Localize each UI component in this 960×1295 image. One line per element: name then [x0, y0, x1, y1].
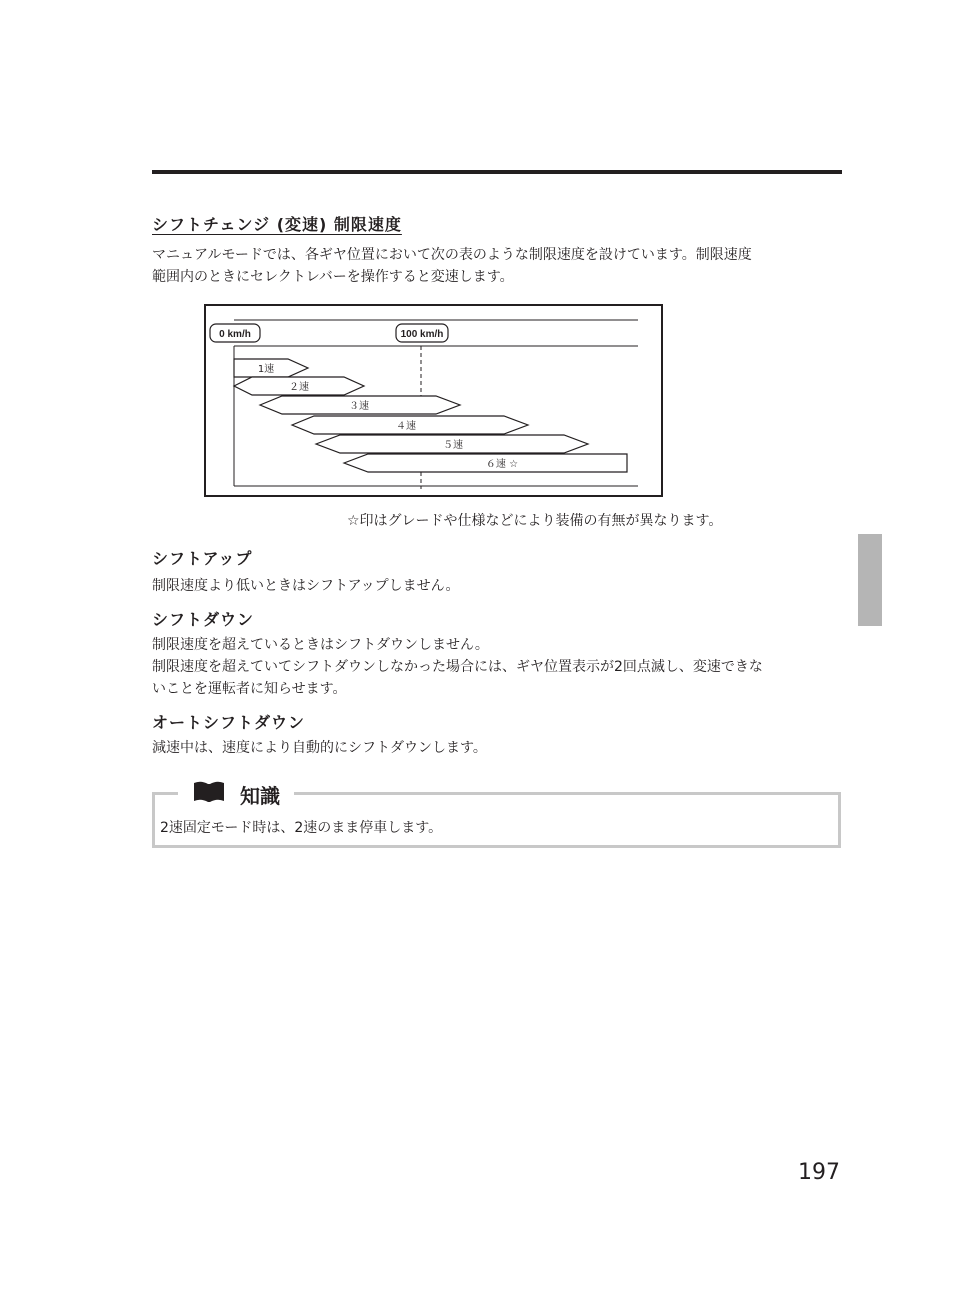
knowledge-header	[178, 776, 294, 812]
gear-2-label: ２速	[289, 382, 309, 393]
section-title: シフトチェンジ (変速) 制限速度	[152, 215, 402, 234]
auto-shift-down-text: 減速中は、速度により自動的にシフトダウンします。	[152, 740, 487, 756]
shift-down-title: シフトダウン	[152, 610, 255, 629]
shift-up-title: シフトアップ	[152, 549, 253, 568]
shift-down-text-2: 制限速度を超えていてシフトダウンしなかった場合には、ギヤ位置表示が2回点滅し、変速できな	[152, 659, 763, 675]
knowledge-title: 知識	[240, 783, 280, 808]
intro-line-2: 範囲内のときにセレクトレバーを操作すると変速します。	[152, 269, 514, 285]
header-rule	[152, 170, 842, 174]
chapter-side-tab	[858, 534, 882, 626]
intro-line-1: マニュアルモードでは、各ギヤ位置において次の表のような制限速度を設けています。制限速度	[152, 247, 752, 263]
speed-label-start: 0 km/h	[219, 329, 251, 340]
gear-1-label: 1速	[257, 364, 275, 375]
shift-up-text: 制限速度より低いときはシフトアップしません。	[152, 578, 460, 594]
page-number: 197	[798, 1160, 840, 1185]
auto-shift-down-title: オートシフトダウン	[152, 713, 306, 732]
gear-3-label: ３速	[349, 401, 369, 412]
gear-speed-diagram	[204, 304, 663, 497]
book-icon	[192, 780, 226, 808]
gear-6-label: ６速 ☆	[485, 459, 519, 470]
gear-4-label: ４速	[396, 421, 416, 432]
shift-down-text-1: 制限速度を超えているときはシフトダウンしません。	[152, 637, 489, 653]
knowledge-text: 2速固定モード時は、2速のまま停車します。	[160, 820, 443, 836]
shift-down-text-3: いことを運転者に知らせます。	[152, 681, 347, 697]
gear-5-label: ５速	[443, 440, 463, 451]
speed-label-mid: 100 km/h	[400, 329, 444, 340]
diagram-footnote: ☆印はグレードや仕様などにより装備の有無が異なります。	[347, 513, 723, 529]
